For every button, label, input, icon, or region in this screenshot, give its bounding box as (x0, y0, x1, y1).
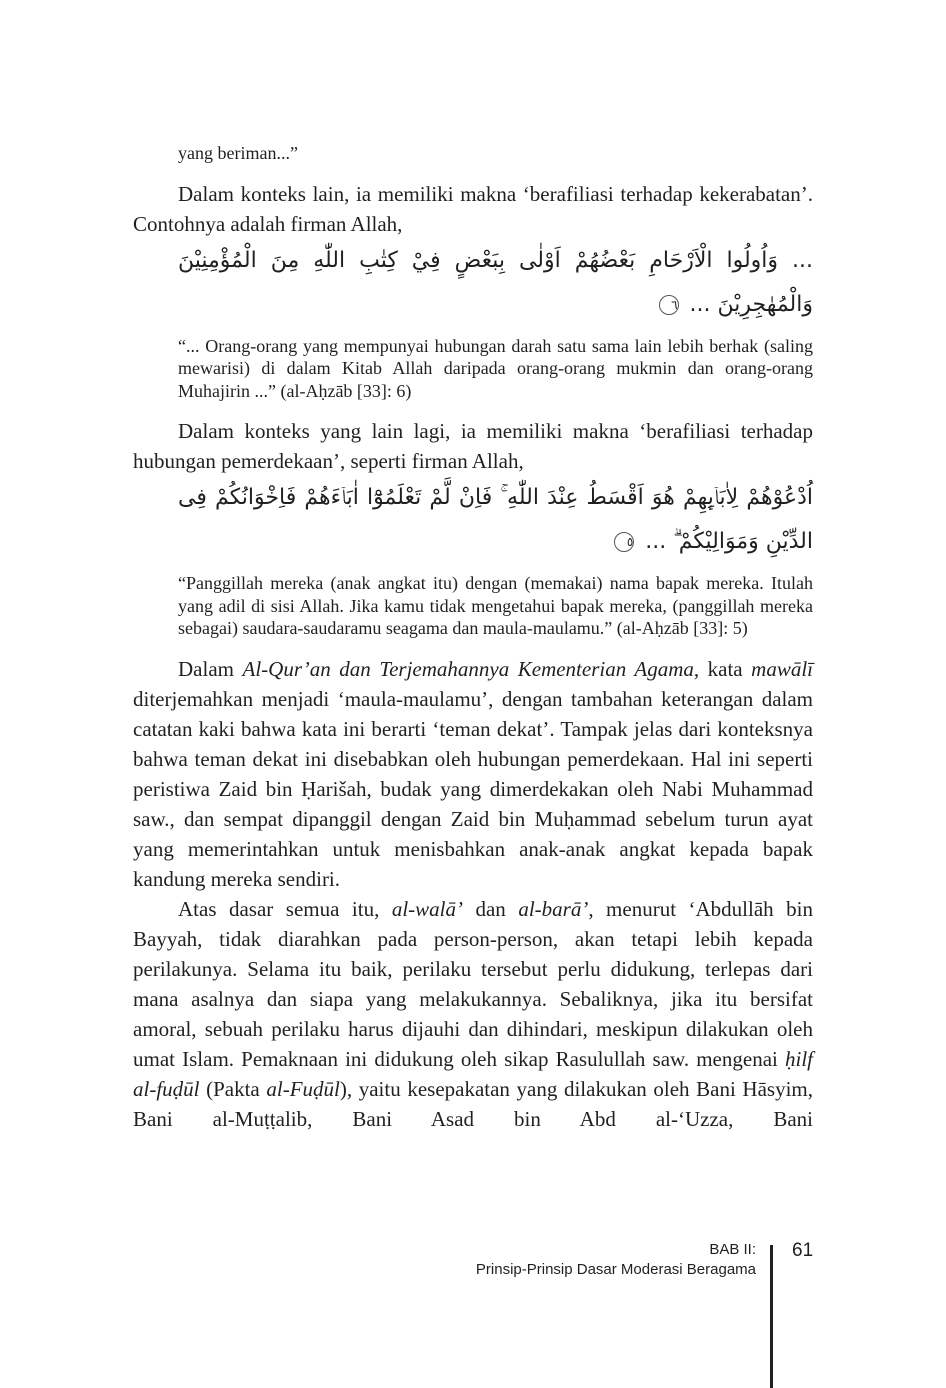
term: mawālī (751, 656, 813, 681)
chapter-label: BAB II: (709, 1241, 756, 1258)
text: Dalam (178, 656, 243, 681)
book-title: Al-Qur’an dan Terjemahannya Kementerian Agama (242, 656, 694, 681)
arabic-verse (178, 239, 813, 327)
term: ḥilf al-fuḍūl (133, 1046, 813, 1101)
body-paragraph (133, 654, 813, 894)
ayah-number-marker: ٦ (659, 295, 679, 315)
body-paragraph: Dalam konteks yang lain lagi, ia memiliki makna ‘berafiliasi terhadap hubungan pemerdekaan’, seperti firman Allah, (133, 419, 813, 473)
footer-divider (770, 1245, 773, 1388)
term: al-Fuḍūl (266, 1076, 340, 1101)
ayah-number-marker: ٥ (614, 532, 634, 552)
translation-quote: “Panggillah mereka (anak angkat itu) dengan (memakai) nama bapak mereka. Itulah yang adil di sisi Allah. Jika kamu tidak mengetahui bapak mereka, (panggillah mereka sebagai) saudara-saudaramu seagama dan maula-maulamu.” (al-Aḥzāb [33]: 5) (178, 573, 813, 638)
body-paragraph: Dalam konteks lain, ia memiliki makna ‘berafiliasi terhadap kekerabatan’. Contohnya adalah firman Allah, (133, 181, 813, 236)
arabic-text: ... وَاُولُوا الْاَرْحَامِ بَعْضُهُمْ اَوْلٰى بِبَعْضٍ فِيْ كِتٰبِ اللّٰهِ مِنَ الْمُؤْمِنِيْنَ وَالْمُهٰجِرِيْنَ ... (178, 247, 813, 317)
text: ), yaitu kesepakatan yang dilakukan oleh Bani Hāsyim, Bani al-Muṭṭalib, Bani Asad bin Abd al-‘Uzza, Bani (133, 1076, 813, 1131)
translation-quote: “... Orang-orang yang mempunyai hubungan darah satu sama lain lebih berhak (saling mewarisi) di dalam Kitab Allah daripada orang-orang mukmin dan orang-orang Muhajirin ...” (al-Aḥzāb [33]: 6) (178, 335, 813, 401)
text: Atas dasar semua itu, (178, 896, 392, 921)
term: al-walā’ (391, 896, 463, 921)
text: diterjemahkan menjadi ‘maula-maulamu’, dengan tambahan keterangan dalam catatan kaki bahwa kata ini berarti ‘teman dekat’. Tampak jelas dari konteksnya bahwa teman dekat ini disebabkan oleh hubungan pemerdekaan. Hal ini seperti peristiwa Zaid bin Ḥarišah, budak yang dimerdekakan oleh Nabi Muhammad saw., dan sempat dipanggil dengan Zaid bin Muḥammad sebelum turun ayat yang memerintahkan untuk menisbahkan anak-anak angkat kepada bapak kandung mereka sendiri. (133, 686, 813, 891)
chapter-title: Prinsip-Prinsip Dasar Moderasi Beragama (475, 1261, 756, 1278)
page-body (133, 142, 813, 1134)
text: dan (463, 896, 519, 921)
body-paragraph (133, 894, 813, 1134)
arabic-text: اُدْعُوْهُمْ لِاٰبَاۤىِٕهِمْ هُوَ اَقْسَطُ عِنْدَ اللّٰهِ ۚ فَاِنْ لَّمْ تَعْلَمُوْٓا اٰبَاۤءَهُمْ فَاِخْوَانُكُمْ فِى الدِّيْنِ وَمَوَالِيْكُمْ ۗ ... (178, 485, 813, 554)
text: , kata (693, 656, 752, 681)
running-footer (476, 1240, 756, 1280)
text: (Pakta (199, 1076, 267, 1101)
page-number: 61 (792, 1240, 814, 1261)
text: , menurut ‘Abdullāh bin Bayyah, tidak diarahkan pada person-person, akan tetapi lebih kepada perilakunya. Selama itu baik, perilaku tersebut perlu didukung, terlepas dari mana asalnya dan siapa yang melakukannya. Sebaliknya, jika itu bersifat amoral, sebuah perilaku harus dijauhi dan dihindari, meskipun dilakukan oleh umat Islam. Pemaknaan ini didukung oleh sikap Rasulullah saw. mengenai (133, 896, 813, 1071)
quote-continuation: yang beriman...” (178, 143, 298, 163)
term: al-barā’ (518, 896, 589, 921)
arabic-verse (178, 476, 813, 564)
